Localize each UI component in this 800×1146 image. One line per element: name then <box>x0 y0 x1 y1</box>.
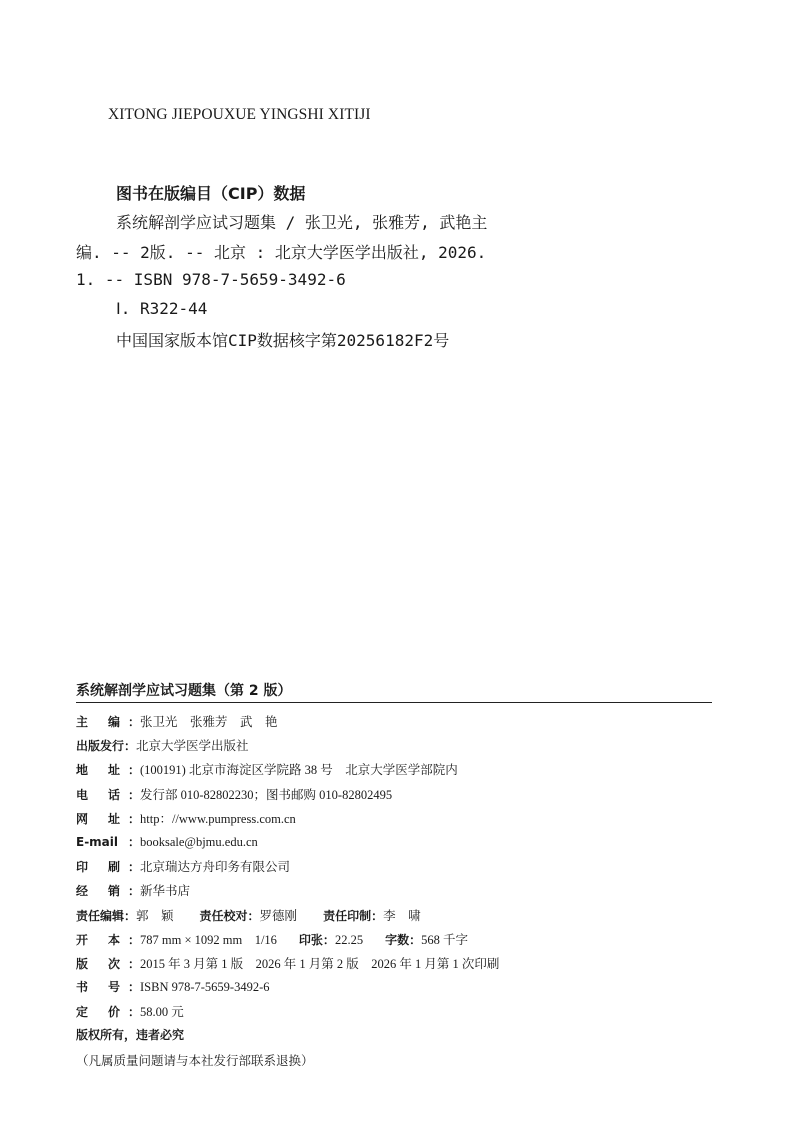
cip-line-1: 系统解剖学应试习题集 / 张卫光, 张雅芳, 武艳主 <box>116 213 488 232</box>
resp-editor-label: 责任编辑： <box>76 908 137 923</box>
publisher-value: 北京大学医学出版社 <box>136 739 249 754</box>
isbn-label: 书 号： <box>76 980 140 995</box>
responsibility-row <box>76 906 712 930</box>
edition-label: 版 次： <box>76 956 140 971</box>
copyright-info-block <box>76 680 712 1075</box>
edition-row <box>76 954 712 978</box>
address-label: 地 址： <box>76 763 140 778</box>
format-value: 787 mm × 1092 mm 1/16 <box>140 932 277 947</box>
print-supervisor-label: 责任印制： <box>323 908 384 923</box>
notice-row <box>76 1051 712 1075</box>
email-label: E-mail： <box>76 834 140 849</box>
email-row <box>76 833 712 857</box>
words-label: 字数： <box>385 932 422 947</box>
isbn-row <box>76 978 712 1002</box>
book-title: 系统解剖学应试习题集（第 2 版） <box>76 680 712 703</box>
cip-line-5: 中国国家版本馆CIP数据核字第20256182F2号 <box>116 331 450 350</box>
phone-row <box>76 785 712 809</box>
isbn-value: ISBN 978-7-5659-3492-6 <box>140 980 270 995</box>
resp-editor-value: 郭 颖 <box>136 908 174 923</box>
website-label: 网 址： <box>76 811 140 826</box>
sheets-value: 22.25 <box>334 932 364 947</box>
print-supervisor-value: 李 啸 <box>383 908 421 923</box>
rights-row <box>76 1026 712 1050</box>
format-row <box>76 930 712 954</box>
printer-row <box>76 857 712 881</box>
website-row <box>76 809 712 833</box>
price-label: 定 价： <box>76 1005 140 1020</box>
cip-line-4: Ⅰ. R322-44 <box>116 299 208 318</box>
phone-value: 发行部 010-82802230；图书邮购 010-82802495 <box>140 787 393 802</box>
pinyin-title: XITONG JIEPOUXUE YINGSHI XITIJI <box>108 106 371 123</box>
proofreader-label: 责任校对： <box>199 908 260 923</box>
return-notice: （凡属质量问题请与本社发行部联系退换） <box>76 1053 314 1068</box>
distributor-row <box>76 881 712 905</box>
editor-row <box>76 712 712 736</box>
price-row <box>76 1002 712 1026</box>
publisher-label: 出版发行： <box>76 739 137 754</box>
printer-label: 印 刷： <box>76 860 140 875</box>
address-value: (100191) 北京市海淀区学院路 38 号 北京大学医学部院内 <box>140 763 458 778</box>
sheets-label: 印张： <box>298 932 335 947</box>
cip-line-2: 编. -- 2版. -- 北京 : 北京大学医学出版社, 2026. <box>76 243 487 262</box>
publisher-row <box>76 736 712 760</box>
email-value: booksale@bjmu.edu.cn <box>140 834 258 849</box>
cip-heading: 图书在版编目（CIP）数据 <box>116 184 306 203</box>
editor-value: 张卫光 张雅芳 武 艳 <box>140 715 278 729</box>
rights-statement: 版权所有，违者必究 <box>76 1028 185 1043</box>
address-row <box>76 760 712 784</box>
cip-line-3: 1. -- ISBN 978-7-5659-3492-6 <box>76 270 346 289</box>
distributor-value: 新华书店 <box>140 884 191 899</box>
website-value: http：//www.pumpress.com.cn <box>140 811 296 826</box>
editor-label: 主 编： <box>76 715 140 729</box>
words-value: 568 千字 <box>421 932 468 947</box>
phone-label: 电 话： <box>76 787 140 802</box>
price-value: 58.00 元 <box>140 1005 184 1020</box>
printer-value: 北京瑞达方舟印务有限公司 <box>140 860 291 875</box>
format-label: 开 本： <box>76 932 140 947</box>
edition-value: 2015 年 3 月第 1 版 2026 年 1 月第 2 版 2026 年 1 月第 1 次印刷 <box>140 956 500 971</box>
proofreader-value: 罗德刚 <box>259 908 298 923</box>
distributor-label: 经 销： <box>76 884 140 899</box>
